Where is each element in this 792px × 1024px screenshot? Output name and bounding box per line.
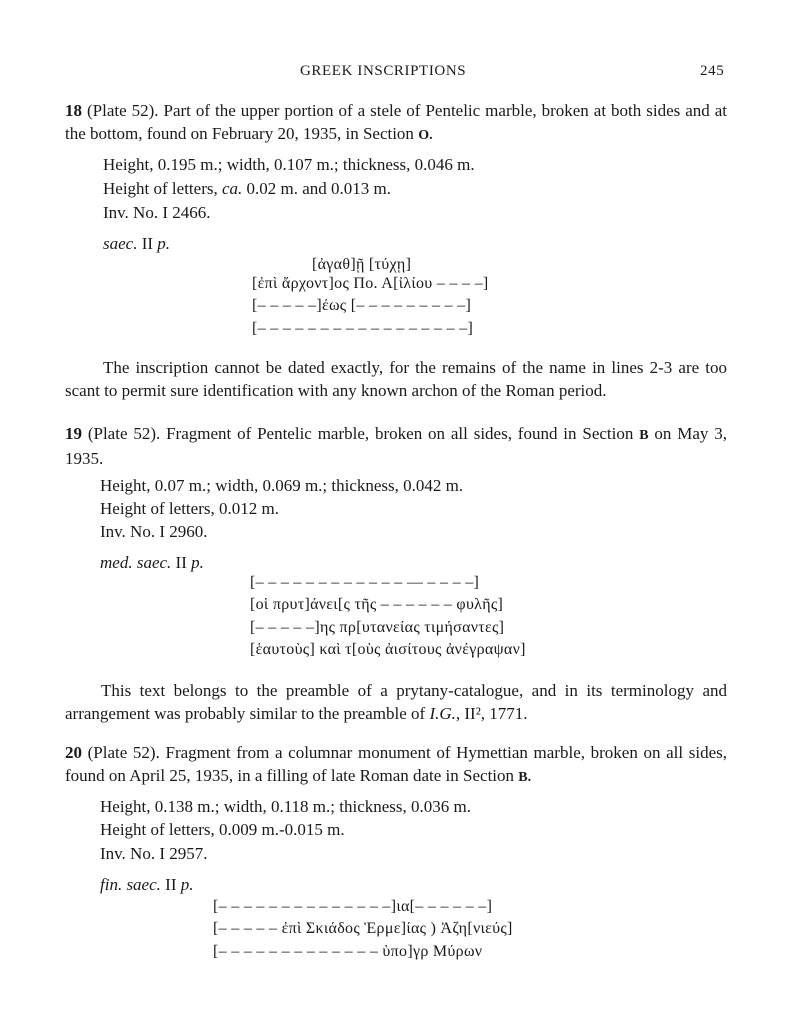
entry-19-intro: 19 (Plate 52). Fragment of Pentelic marble, broken on all sides, found in Section B on May 3, 1935. xyxy=(65,424,727,468)
section-label: B. xyxy=(518,770,532,785)
date-line: med. saec. II p. xyxy=(100,553,204,572)
dimensions: Height, 0.138 m.; width, 0.118 m.; thickness, 0.036 m. xyxy=(100,797,471,816)
inscription-line: [ἀγαθ]ῇ [τύχῃ] xyxy=(312,256,412,273)
inscription-line: [– – – – – – – – – – – – – –]ια[– – – – – –] xyxy=(213,898,493,915)
commentary: The inscription cannot be dated exactly, for the remains of the name in lines 2-3 are too scant to permit sure identification with any known archon of the Roman period. xyxy=(65,358,727,400)
entry-number: 18 xyxy=(65,101,82,120)
inventory-number: Inv. No. I 2466. xyxy=(103,203,211,222)
section-label: O. xyxy=(418,128,433,143)
letter-height: Height of letters, ca. 0.02 m. and 0.013 m. xyxy=(103,179,392,198)
inscription-line: [– – – – –]ης πρ[υτανείας τιμήσαντες] xyxy=(250,619,505,636)
inscription-line: [ἐπὶ ἄρχοντ]ος Πο. Α[ἰλίου – – – –] xyxy=(252,275,489,292)
entry-intro: (Plate 52). Part of the upper portion of a stele of Pentelic marble, broken at both sides and at the bottom, found on February 20, 1935, in Section xyxy=(65,101,728,143)
section-label: B xyxy=(639,428,649,443)
inventory-number: Inv. No. I 2957. xyxy=(100,844,208,863)
date-line: fin. saec. II p. xyxy=(100,875,194,894)
inscription-line: [– – – – – – – – – – – – – – – – –] xyxy=(252,320,474,337)
letter-height: Height of letters, 0.012 m. xyxy=(100,499,279,518)
commentary: This text belongs to the preamble of a prytany-catalogue, and in its terminology and arrangement was probably similar to the preamble of I.G., II², 1771. xyxy=(65,681,727,723)
letter-height: Height of letters, 0.009 m.-0.015 m. xyxy=(100,820,345,839)
dimensions: Height, 0.07 m.; width, 0.069 m.; thickness, 0.042 m. xyxy=(100,476,464,495)
entry-18-intro xyxy=(65,99,727,147)
dimensions: Height, 0.195 m.; width, 0.107 m.; thickness, 0.046 m. xyxy=(103,155,475,174)
entry-20-intro: 20 (Plate 52). Fragment from a columnar monument of Hymettian marble, broken on all sides, found on April 25, 1935, in a filling of late Roman date in Section B. xyxy=(65,743,727,785)
inventory-number: Inv. No. I 2960. xyxy=(100,522,208,541)
inscription-line: [οἱ πρυτ]άνει[ς τῆς – – – – – – φυλῆς] xyxy=(250,596,504,613)
inscription-line: [– – – – –]έως [– – – – – – – – –] xyxy=(252,297,472,314)
inscription-line: [– – – – – ἐπὶ Σκιάδος Ἑρμε]ίας ) Ἀζη[νιεύς] xyxy=(213,920,513,937)
date-line: saec. II p. xyxy=(103,234,171,253)
running-title: GREEK INSCRIPTIONS xyxy=(300,63,467,79)
inscription-line: [ἑαυτοὺς] καὶ τ[οὺς ἀισίτους ἀνέγραψαν] xyxy=(250,641,526,658)
page-number: 245 xyxy=(700,63,725,79)
inscription-line: [– – – – – – – – – – – – – ὑπο]γρ Μύρων xyxy=(213,943,483,960)
inscription-line: [– – – – – – – – – – – – — – – – –] xyxy=(250,574,480,591)
